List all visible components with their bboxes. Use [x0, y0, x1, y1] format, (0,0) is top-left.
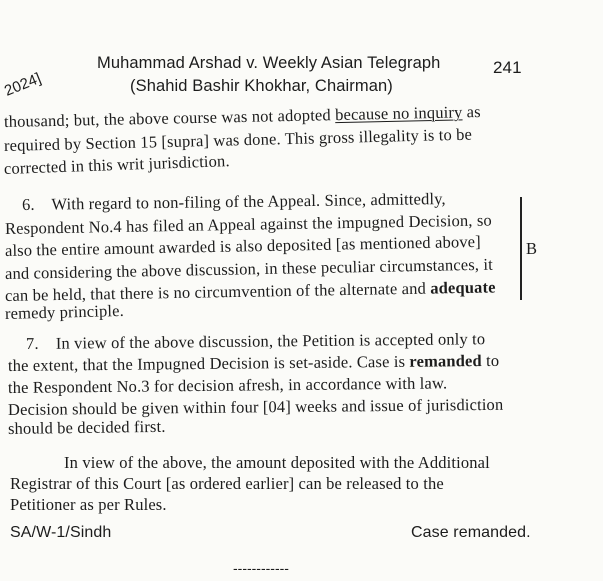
paragraph-8-line-1: In view of the above, the amount deposited with the Additional: [64, 453, 490, 472]
paragraph-7-line-1: 7. In view of the above discussion, the Petition is accepted only to: [25, 329, 486, 353]
paragraph-8-line-3: Petitioner as per Rules.: [10, 495, 167, 514]
text-span: the extent, that the Impugned Decision is set-aside. Case is: [7, 351, 410, 375]
paragraph-7-line-4: Decision should be given within four [04] weeks and issue of jurisdiction: [7, 394, 504, 419]
paragraph-8-line-2: Registrar of this Court [as ordered earlier] can be released to the: [10, 474, 444, 493]
paragraph-7-line-2: [8, 351, 499, 376]
bold-text: adequate: [430, 277, 496, 298]
paragraph-continuation-line-3: corrected in this writ jurisdiction.: [3, 151, 230, 178]
text-span: as: [462, 102, 481, 122]
paragraph-6-line-4: and considering the above discussion, in these peculiar circumstances, it: [4, 254, 494, 283]
margin-marker-line: [520, 197, 522, 300]
paragraph-continuation-line-2: required by Section 15 [supra] was done. This gross illegality is to be: [3, 124, 473, 155]
year-fragment: 2024]: [2, 69, 44, 100]
case-title: Muhammad Arshad v. Weekly Asian Telegraph: [97, 54, 441, 72]
footer-result: Case remanded.: [411, 524, 531, 541]
paragraph-7-line-5: should be decided first.: [7, 416, 166, 438]
footer-separator: ------------: [233, 560, 289, 576]
underlined-text: because no inquiry: [334, 102, 463, 125]
text-span: can be held, that there is no circumvention of the alternate and: [4, 278, 431, 305]
margin-marker: B: [526, 239, 538, 258]
bold-text: remanded: [409, 351, 482, 371]
paragraph-6-line-2: Respondent No.4 has filed an Appeal against the impugned Decision, so: [4, 210, 493, 238]
paragraph-7-line-3: the Respondent No.3 for decision afresh, in accordance with law.: [7, 373, 448, 397]
paragraph-6-line-1: 6. With regard to non-filing of the Appeal. Since, admittedly,: [21, 189, 446, 214]
footer-reference: SA/W-1/Sindh: [10, 524, 112, 541]
text-span: to: [481, 350, 500, 371]
paragraph-6-line-3: also the entire amount awarded is also deposited [as mentioned above]: [4, 231, 481, 260]
paragraph-6-line-6: remedy principle.: [4, 300, 125, 323]
text-span: thousand; but, the above course was not adopted: [3, 105, 336, 131]
bench-name: (Shahid Bashir Khokhar, Chairman): [130, 77, 393, 95]
page-number: 241: [493, 58, 522, 77]
